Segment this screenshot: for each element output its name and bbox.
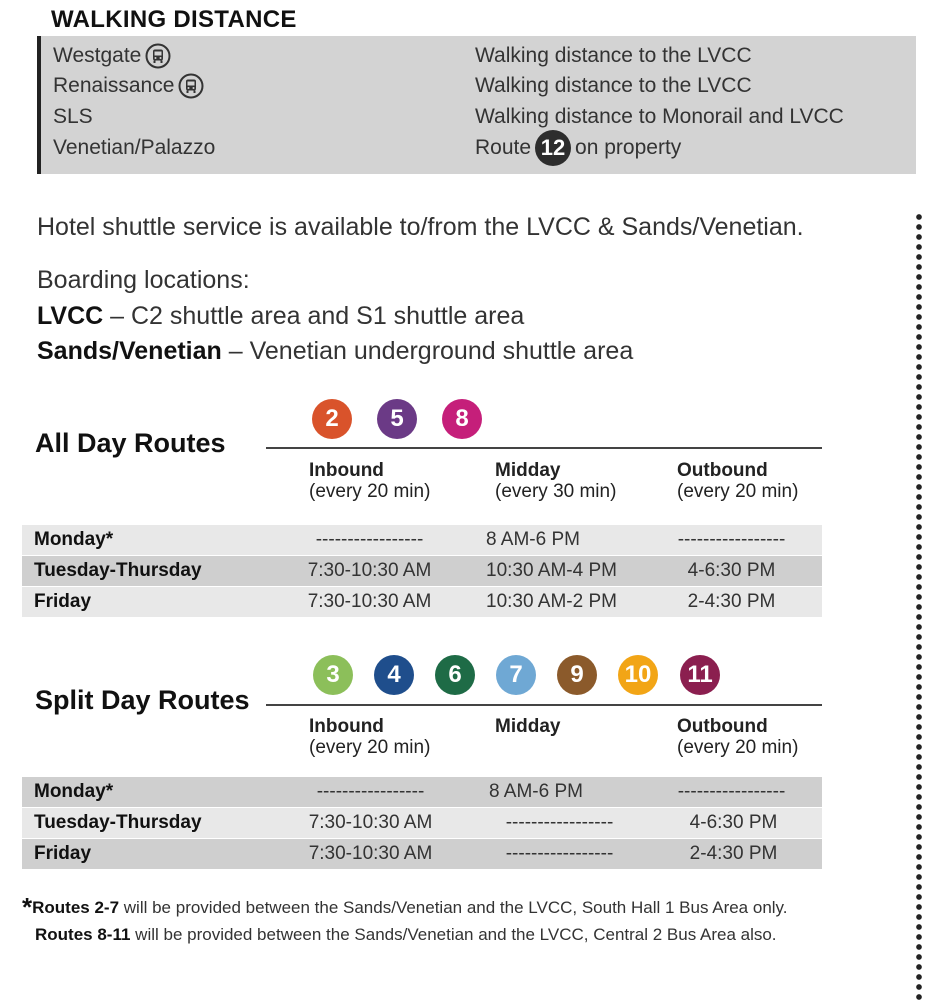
boarding-lvcc-label: LVCC <box>37 302 104 330</box>
boarding-sands-text: – Venetian underground shuttle area <box>221 337 634 365</box>
place-name: SLS <box>53 105 93 128</box>
day-label: Tuesday-Thursday <box>34 812 202 833</box>
outbound-cell: 4-6:30 PM <box>689 812 778 833</box>
bus-icon <box>145 43 171 69</box>
walking-note: Walking distance to the LVCC <box>475 74 752 97</box>
shuttle-info: Hotel shuttle service is available to/from the LVCC & Sands/Venetian. <box>37 213 804 241</box>
walking-row <box>41 102 920 132</box>
footnote-bold: Routes 8-11 <box>35 925 131 944</box>
column-header-inbound: Inbound (every 20 min) <box>309 460 431 502</box>
day-label: Monday* <box>34 781 114 802</box>
walking-note-after: on property <box>575 136 682 159</box>
walking-row <box>41 133 920 163</box>
day-label: Tuesday-Thursday <box>34 560 202 581</box>
inbound-cell: 7:30-10:30 AM <box>308 812 433 833</box>
route-8-badge: 8 <box>442 399 482 439</box>
bus-icon <box>178 73 204 99</box>
place-name: Renaissance <box>53 74 175 97</box>
all-day-rule <box>266 447 822 449</box>
column-header-inbound: Inbound (every 20 min) <box>309 716 431 758</box>
midday-cell: ----------------- <box>505 843 614 864</box>
route-10-badge: 10 <box>618 655 658 695</box>
column-header-midday: Midday (every 30 min) <box>495 460 617 502</box>
walking-row <box>41 71 920 101</box>
boarding-lvcc <box>37 302 524 331</box>
route-11-badge: 11 <box>680 655 720 695</box>
day-label: Friday <box>34 843 92 864</box>
footnote-text: will be provided between the Sands/Venetian and the LVCC, Central 2 Bus Area also. <box>130 925 777 944</box>
midday-cell: 10:30 AM-4 PM <box>486 560 617 581</box>
footnote-text: will be provided between the Sands/Venetian and the LVCC, South Hall 1 Bus Area only. <box>119 898 788 917</box>
route-4-badge: 4 <box>374 655 414 695</box>
route-2-badge: 2 <box>312 399 352 439</box>
midday-cell: 10:30 AM-2 PM <box>486 591 617 612</box>
day-label: Monday* <box>34 529 114 550</box>
midday-cell: ----------------- <box>505 812 614 833</box>
place-name: Westgate <box>53 44 142 67</box>
split-day-rule <box>266 704 822 706</box>
table-row <box>22 839 822 869</box>
route-7-badge: 7 <box>496 655 536 695</box>
walking-row <box>41 41 920 71</box>
day-label: Friday <box>34 591 92 612</box>
column-header-outbound: Outbound (every 20 min) <box>677 460 799 502</box>
route-9-badge: 9 <box>557 655 597 695</box>
route-6-badge: 6 <box>435 655 475 695</box>
boarding-lvcc-text: – C2 shuttle area and S1 shuttle area <box>103 302 525 330</box>
inbound-cell: 7:30-10:30 AM <box>308 843 433 864</box>
inbound-cell: ----------------- <box>316 781 425 802</box>
walking-note-before: Route <box>475 136 532 159</box>
walking-distance-title: WALKING DISTANCE <box>51 6 297 33</box>
inbound-cell: 7:30-10:30 AM <box>307 591 432 612</box>
dotted-divider <box>915 212 923 1002</box>
outbound-cell: ----------------- <box>677 529 786 550</box>
midday-cell: 8 AM-6 PM <box>489 781 583 802</box>
column-header-midday: Midday <box>495 716 561 737</box>
midday-cell: 8 AM-6 PM <box>486 529 580 550</box>
route-5-badge: 5 <box>377 399 417 439</box>
footnote-star: * <box>22 892 33 922</box>
table-row <box>22 777 822 807</box>
walking-note: Walking distance to Monorail and LVCC <box>475 105 844 128</box>
route-12-badge: 12 <box>535 130 571 166</box>
footnote-line-1 <box>22 892 788 922</box>
table-row <box>22 525 822 555</box>
footnote-bold: Routes 2-7 <box>32 898 120 917</box>
table-row <box>22 556 822 586</box>
column-header-outbound: Outbound (every 20 min) <box>677 716 799 758</box>
walking-distance-box <box>37 36 916 174</box>
route-3-badge: 3 <box>313 655 353 695</box>
outbound-cell: 4-6:30 PM <box>687 560 776 581</box>
table-row <box>22 587 822 617</box>
inbound-cell: ----------------- <box>315 529 424 550</box>
table-row <box>22 808 822 838</box>
boarding-sands <box>37 337 633 366</box>
inbound-cell: 7:30-10:30 AM <box>307 560 432 581</box>
footnote-line-2 <box>35 925 777 945</box>
outbound-cell: 2-4:30 PM <box>687 591 776 612</box>
boarding-sands-label: Sands/Venetian <box>37 337 222 365</box>
walking-note: Walking distance to the LVCC <box>475 44 752 67</box>
all-day-routes-title: All Day Routes <box>35 428 226 458</box>
split-day-routes-title: Split Day Routes <box>35 685 250 715</box>
outbound-cell: 2-4:30 PM <box>689 843 778 864</box>
boarding-title: Boarding locations: <box>37 266 250 294</box>
place-name: Venetian/Palazzo <box>53 136 216 159</box>
outbound-cell: ----------------- <box>677 781 786 802</box>
